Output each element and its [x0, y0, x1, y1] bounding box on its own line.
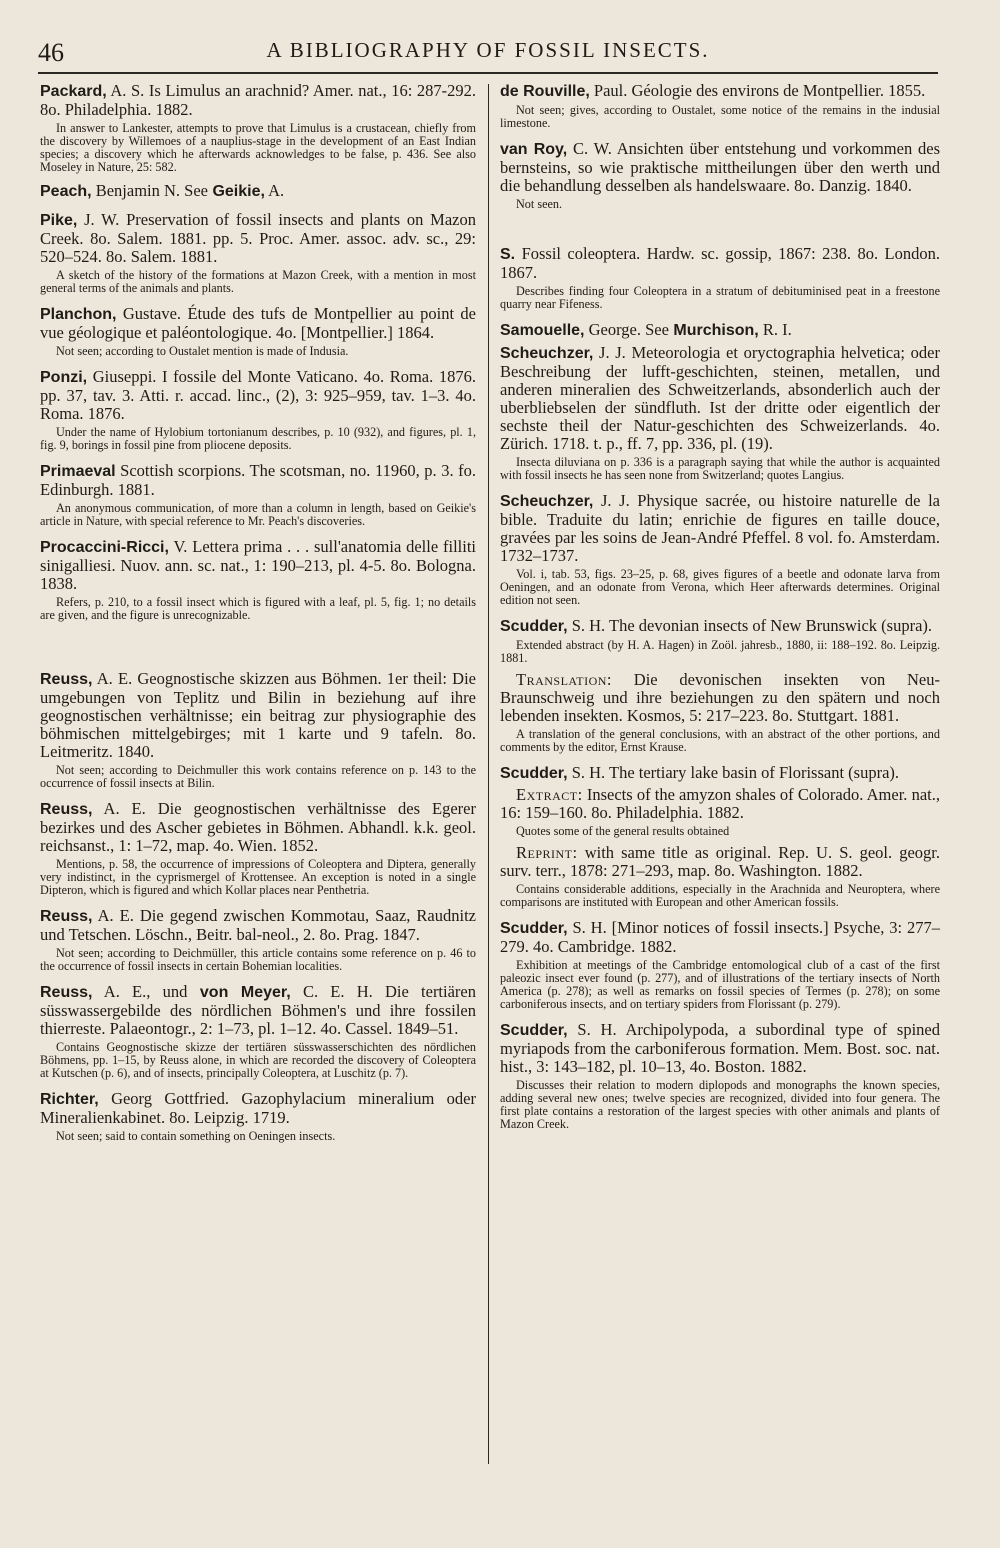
extract-note: Quotes some of the general results obtained [516, 824, 730, 838]
bib-entry [40, 670, 476, 790]
bib-entry [500, 245, 940, 311]
entry-author: de Rouville, [500, 83, 590, 100]
entry-author: Scheuchzer, [500, 345, 594, 362]
reprint-label: Reprint: [516, 843, 578, 862]
entry-note: Not seen; according to Deichmuller this work contains reference on p. 143 to the occurrence of fossil insects at Bilin. [40, 763, 476, 790]
bib-entry [40, 82, 476, 174]
entry-citation: S. H. The tertiary lake basin of Florissant (supra). [567, 763, 900, 782]
entry-citation-end: A. [264, 181, 285, 200]
bib-entry [40, 800, 476, 897]
entry-citation: Benjamin N. See [91, 181, 208, 200]
entry-citation: S. H. [Minor notices of fossil insects.] Psyche, 3: 277–279. 4o. Cambridge. 1882. [500, 918, 940, 956]
running-title: A BIBLIOGRAPHY OF FOSSIL INSECTS. [266, 38, 710, 62]
entry-citation: Gustave. Étude des tufs de Montpellier au point de vue géologique et paléontologique. 4o. [Montpellier.] 1864. [40, 304, 476, 342]
bib-entry [40, 1090, 476, 1143]
entry-author: Reuss, [40, 801, 93, 818]
bib-entry [500, 617, 940, 754]
right-column [500, 82, 940, 1131]
entry-note: Contains Geognostische skizze der tertiären süsswasserschichten des nördlichen Böhmens, pp. 1–15, by Reuss alone, in which are recorded the discovery of Coleoptera at Kutschen (p. 6), and of insects, principally Coleoptera, at Luschitz (p. 7). [40, 1040, 476, 1080]
bib-entry [500, 919, 940, 1011]
entry-note: Not seen; according to Oustalet mention is made of Indusia. [56, 344, 349, 358]
extract-citation: Insects of the amyzon shales of Colorado. Amer. nat., 16: 159–160. 8o. Philadelphia. 1882. [500, 785, 940, 822]
entry-citation: Paul. Géologie des environs de Montpellier. 1855. [589, 81, 926, 100]
bib-entry [40, 305, 476, 358]
entry-author: Scudder, [500, 618, 568, 635]
entry-author: S. [500, 246, 516, 263]
entry-cross-reference: von Meyer, [187, 984, 291, 1001]
entry-citation: S. H. The devonian insects of New Brunswick (supra). [567, 616, 933, 635]
bib-entry [40, 182, 476, 201]
bib-entry [40, 538, 476, 622]
entry-citation: Giuseppi. I fossile del Monte Vaticano. 4o. Roma. 1876. pp. 37, tav. 3. Atti. r. accad. linc., (2), 3: 925–959, tav. 1–3. 4o. Roma. 1876. [40, 367, 476, 423]
entry-author: Scudder, [500, 920, 568, 937]
entry-note: An anonymous communication, of more than a column in length, based on Geikie's article in Nature, with special reference to Mr. Peach's discoveries. [40, 501, 476, 528]
entry-citation: C. W. Ansichten über entstehung und vorkommen des bernsteins, so wie praktische mittheilungen über den werth und die behandlung desselben als handelswaare. 8o. Danzig. 1840. [500, 139, 941, 195]
entry-note: Not seen; gives, according to Oustalet, some notice of the remains in the indusial limestone. [500, 103, 940, 130]
entry-cross-reference: Geikie, [208, 183, 265, 200]
reprint-citation: with same title as original. Rep. U. S. geol. geogr. surv. terr., 1878: 271–293, map. 8o. Washington. 1882. [500, 843, 940, 880]
entry-note: Not seen; according to Deichmüller, this article contains some reference on p. 46 to the occurrence of fossil insects in certain Bohemian localities. [40, 946, 476, 973]
entry-citation: Scottish scorpions. The scotsman, no. 11960, p. 3. fo. Edinburgh. 1881. [40, 461, 476, 499]
entry-author: Primaeval [40, 463, 116, 480]
entry-citation: S. H. Archipolypoda, a subordinal type of spined myriapods from the carboniferous formation. Mem. Bost. soc. nat. hist., 3: 143–182, pl. 10–13, 4o. Boston. 1882. [500, 1020, 940, 1076]
translation-note: A translation of the general conclusions, with an abstract of the other portions, and comments by the editor, Ernst Krause. [500, 727, 940, 754]
entry-citation: Fossil coleoptera. Hardw. sc. gossip, 1867: 238. 8o. London. 1867. [500, 244, 940, 282]
bib-entry [500, 492, 940, 607]
bib-entry [500, 321, 940, 340]
entry-citation: J. W. Preservation of fossil insects and plants on Mazon Creek. 8o. Salem. 1881. pp. 5. Proc. Amer. assoc. adv. sc., 29: 520–524. 8o. Salem. 1881. [40, 210, 476, 266]
entry-citation: A. E. Geognostische skizzen aus Böhmen. 1er theil: Die umgebungen von Teplitz und Bilin in beziehung auf ihre geognostischen verhältnisse; ein beitrag zur physiographie des böhmischen mittelgebirges; mit 1 karte und 9 tafeln. 8o. Leitmeritz. 1840. [40, 669, 476, 761]
entry-author: Packard, [40, 83, 107, 100]
entry-note: Refers, p. 210, to a fossil insect which is figured with a leaf, pl. 5, fig. 1; no details are given, and the figure is unrecognizable. [40, 595, 476, 622]
translation-citation: Die devonischen insekten von Neu-Braunschweig und ihre beziehungen zu den spätern und noch lebenden insekten. Kosmos, 5: 217–223. 8o. Stuttgart. 1881. [500, 670, 940, 725]
entry-author: Pike, [40, 212, 78, 229]
column-rule [488, 84, 489, 1464]
entry-author: Reuss, [40, 984, 93, 1001]
page-header [38, 36, 938, 72]
entry-note: Insecta diluviana on p. 336 is a paragraph saying that while the author is acquainted with fossil insects he has seen none from Switzerland; quotes Langius. [500, 455, 940, 482]
entry-author: Reuss, [40, 908, 93, 925]
translation-label: Translation: [516, 670, 612, 689]
entry-cross-reference: Murchison, [668, 322, 759, 339]
entry-citation-end: C. E. H. Die tertiären süsswassergebilde des nördlichen Böhmen's und ihre fossilen thierreste. Palaeontogr., 2: 1–73, pl. 1–12. 4o. Cassel. 1849–51. [40, 982, 476, 1038]
entry-author: Procaccini-Ricci, [40, 539, 169, 556]
bib-entry [500, 764, 940, 909]
entry-citation: A. S. Is Limulus an arachnid? Amer. nat., 16: 287-292. 8o. Philadelphia. 1882. [40, 81, 476, 119]
bib-entry [40, 211, 476, 295]
bib-entry [40, 462, 476, 528]
entry-author: Scudder, [500, 1022, 568, 1039]
entry-citation-end: R. I. [758, 320, 792, 339]
entry-citation: A. E., und [92, 982, 188, 1001]
bib-entry [40, 907, 476, 973]
entry-citation: George. See [584, 320, 669, 339]
entry-author: Samouelle, [500, 322, 585, 339]
entry-note: Discusses their relation to modern diplopods and monographs the known species, adding several new ones; twelve species are recognized, divided into four genera. The first plate contains a restoration of the largest species with other animals and plants of Mazon Creek. [500, 1078, 940, 1131]
entry-note: Extended abstract (by H. A. Hagen) in Zoöl. jahresb., 1880, ii: 188–192. 8o. Leipzig. 1881. [500, 638, 940, 665]
entry-note: Describes finding four Coleoptera in a stratum of debituminised peat in a freestone quarry near Fifeness. [500, 284, 940, 311]
bib-entry [500, 140, 940, 211]
entry-citation: A. E. Die gegend zwischen Kommotau, Saaz, Raudnitz und Tetschen. Löschn., Beitr. bal-neol., 2. 8o. Prag. 1847. [40, 906, 476, 944]
entry-citation: Georg Gottfried. Gazophylacium mineralium oder Mineralienkabinet. 8o. Leipzig. 1719. [40, 1089, 476, 1127]
bib-entry [500, 82, 940, 130]
entry-citation: A. E. Die geognostischen verhältnisse des Egerer bezirkes und des Ascher gebietes in Böhmen. Abhandl. k.k. geol. reichsanst., 1: 1–72, map. 4o. Wien. 1852. [40, 799, 476, 855]
bib-entry [500, 344, 940, 482]
entry-note: Not seen; said to contain something on Oeningen insects. [56, 1129, 336, 1143]
entry-citation: J. J. Physique sacrée, ou histoire naturelle de la bible. Traduite du latin; enrichie de figures en taille douce, gravées par les soins de Jean-André Pfeffel. 8 vol. fo. Amsterdam. 1732–1737. [500, 491, 940, 565]
entry-author: Reuss, [40, 671, 93, 688]
entry-author: van Roy, [500, 141, 568, 158]
entry-author: Scudder, [500, 765, 568, 782]
page-number: 46 [38, 38, 64, 67]
entry-author: Scheuchzer, [500, 493, 594, 510]
bib-entry [40, 368, 476, 452]
entry-author: Planchon, [40, 306, 117, 323]
extract-label: Extract: [516, 785, 583, 804]
header-rule [38, 72, 938, 74]
entry-note: Under the name of Hylobium tortonianum describes, p. 10 (932), and figures, pl. 1, fig. 9, borings in fossil pine from pliocene deposits. [40, 425, 476, 452]
reprint-note: Contains considerable additions, especially in the Arachnida and Neuroptera, where comparisons are instituted with European and other American fossils. [500, 882, 940, 909]
entry-note: Vol. i, tab. 53, figs. 23–25, p. 68, gives figures of a beetle and odonate larva from Oeningen, and an odonate from Verona, which Heer afterwards determines. Original edition not seen. [500, 567, 940, 607]
entry-note: A sketch of the history of the formations at Mazon Creek, with a mention in most general terms of the animals and plants. [40, 268, 476, 295]
entry-note: Mentions, p. 58, the occurrence of impressions of Coleoptera and Diptera, generally very indistinct, in the cyprismergel of Krottensee. An exception is noted in a single Dipteron, which is figured and which Kollar places near Penthetria. [40, 857, 476, 897]
entry-note: Exhibition at meetings of the Cambridge entomological club of a cast of the first paleozic insect ever found (p. 277), and of illustrations of the tertiary insects of North America (p. 278); as well as remarks on fossil species of Termes (p. 278); on some carboniferous insects, and on tertiary spiders from Florissant (p. 279). [500, 958, 940, 1011]
entry-note: In answer to Lankester, attempts to prove that Limulus is a crustacean, chiefly from the discovery by Willemoes of a nauplius-stage in the development of an East Indian species; a discovery which he afterwards acknowledges to be false, p. 436. See also Moseley in Nature, 25: 582. [40, 121, 476, 174]
entry-note: Not seen. [516, 197, 563, 211]
entry-author: Ponzi, [40, 369, 88, 386]
entry-author: Peach, [40, 183, 92, 200]
left-column [40, 82, 476, 1143]
bib-entry [40, 983, 476, 1080]
bib-entry [500, 1021, 940, 1131]
entry-citation: J. J. Meteorologia et oryctographia helvetica; oder Beschreibung der lufft-geschichten, steinen, metallen, und anderen mineralien des Schweitzerlands, absonderlich auch der uberbliebselen der sündfluth. Ist der dritte oder eigentlich der sechste theil der Natur-geschichten des Schweizerlands. 4o. Zürich. 1718. t. p., ff. 7, pp. 336, pl. (19). [500, 343, 940, 453]
entry-author: Richter, [40, 1091, 99, 1108]
entry-citation: V. Lettera prima . . . sull'anatomia delle filliti sinigalliesi. Nuov. ann. sc. nat., 1: 190–213, pl. 4-5. 8o. Bologna. 1838. [40, 537, 476, 593]
